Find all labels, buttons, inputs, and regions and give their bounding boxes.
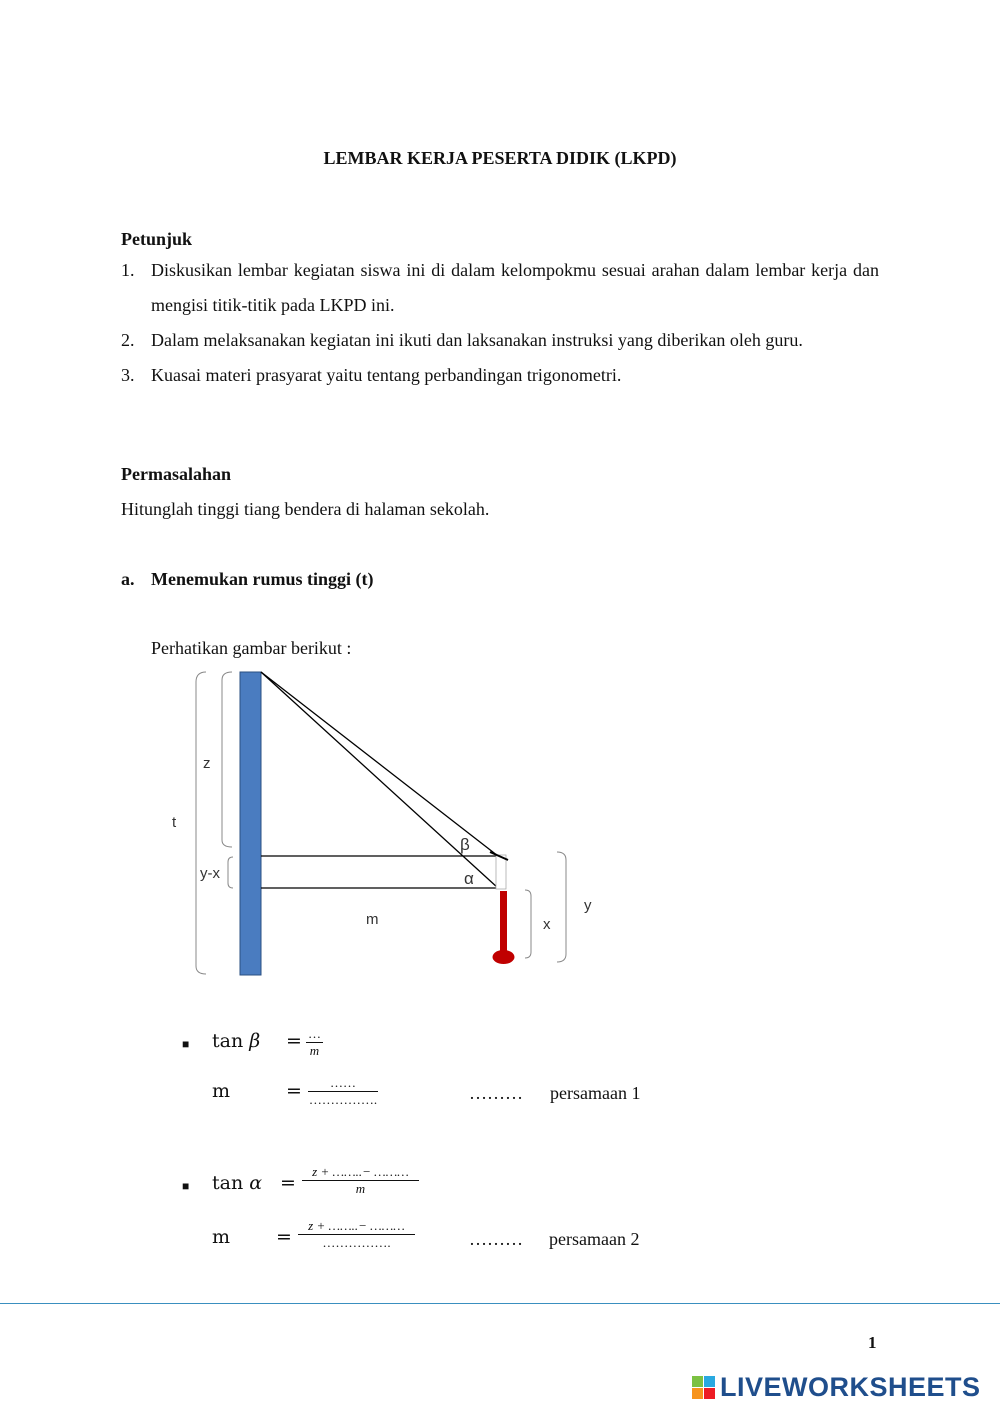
eq1-numerator: …: [308, 1026, 321, 1041]
label-x: x: [543, 916, 551, 933]
tripod-base: [493, 950, 515, 964]
eq1-tan: [212, 1030, 260, 1052]
label-y-x: y-x: [200, 865, 220, 882]
petunjuk-heading: Petunjuk: [121, 229, 193, 249]
brace-y: [557, 852, 566, 962]
eq1-m-label: m: [212, 1080, 231, 1102]
eq2-m-label: m: [212, 1226, 231, 1248]
eq2-m-numerator: z + ……..− ………: [298, 1218, 415, 1235]
bullet-icon: ■: [182, 1179, 190, 1193]
brace-t: [196, 672, 206, 974]
eq2-tan-label: tan: [212, 1172, 244, 1194]
flagpole: [240, 672, 261, 975]
eq2-equals: =: [280, 1172, 296, 1194]
eq1-m-fraction: [308, 1075, 378, 1108]
eq2-m-fraction: [298, 1218, 415, 1251]
eq2-numerator: z + ……..− ………: [302, 1164, 419, 1181]
eq2-greek: α: [249, 1172, 263, 1194]
list-number: 3.: [121, 365, 135, 385]
eq2-persamaan-label: persamaan 2: [549, 1229, 640, 1249]
eq2-tan: [212, 1172, 262, 1194]
eq1-tan-label: tan: [212, 1030, 244, 1052]
eq2-denominator: m: [355, 1181, 366, 1196]
list-text: Dalam melaksanakan kegiatan ini ikuti dan laksanakan instruksi yang diberikan oleh guru.: [151, 330, 803, 350]
eq2-fraction: [302, 1164, 419, 1197]
footer-divider: [0, 1303, 1000, 1304]
clinometer-scale: [496, 855, 506, 889]
bullet-icon: ■: [182, 1037, 190, 1051]
eq1-dots: ………: [469, 1083, 523, 1103]
eq1-equals: =: [286, 1030, 302, 1052]
brace-x: [525, 890, 531, 958]
list-number: 1.: [121, 260, 135, 280]
eq1-persamaan-label: persamaan 1: [550, 1083, 641, 1103]
section-a-label: a.: [121, 569, 135, 589]
eq1-m-equals: =: [286, 1080, 302, 1102]
figure-instruction: Perhatikan gambar berikut :: [151, 638, 352, 658]
eq1-denominator: m: [309, 1043, 320, 1058]
eq1-greek: β: [249, 1030, 261, 1052]
eq1-m-numerator: ……: [308, 1075, 378, 1092]
label-m: m: [366, 911, 379, 928]
permasalahan-heading: Permasalahan: [121, 464, 231, 484]
eq1-fraction: [306, 1026, 323, 1059]
eq2-m-denominator: …………….: [322, 1235, 391, 1250]
label-t: t: [172, 814, 177, 831]
list-text: Diskusikan lembar kegiatan siswa ini di dalam kelompokmu sesuai arahan dalam lembar kerja dan mengisi titik-titik pada LKPD ini.: [151, 260, 879, 315]
permasalahan-text: Hitunglah tinggi tiang bendera di halaman sekolah.: [121, 499, 490, 519]
tripod-stand: [500, 891, 507, 951]
eq2-dots: ………: [469, 1229, 523, 1249]
page-title: LEMBAR KERJA PESERTA DIDIK (LKPD): [323, 148, 677, 168]
liveworksheets-logo-icon: [692, 1376, 716, 1400]
eq2-m-equals: =: [276, 1226, 292, 1248]
liveworksheets-brand[interactable]: LIVEWORKSHEETS: [720, 1372, 981, 1402]
label-alpha: α: [464, 869, 474, 888]
page-number: 1: [868, 1333, 877, 1352]
brace-z: [222, 672, 232, 847]
label-y: y: [584, 897, 592, 914]
brace-yx: [228, 857, 233, 888]
label-z: z: [203, 755, 211, 772]
section-a-heading: Menemukan rumus tinggi (t): [151, 569, 374, 589]
label-beta: β: [460, 835, 470, 854]
list-text: Kuasai materi prasyarat yaitu tentang perbandingan trigonometri.: [151, 365, 622, 385]
eq1-m-denominator: …………….: [308, 1092, 378, 1107]
list-number: 2.: [121, 330, 135, 350]
sight-line-beta: [261, 672, 498, 856]
